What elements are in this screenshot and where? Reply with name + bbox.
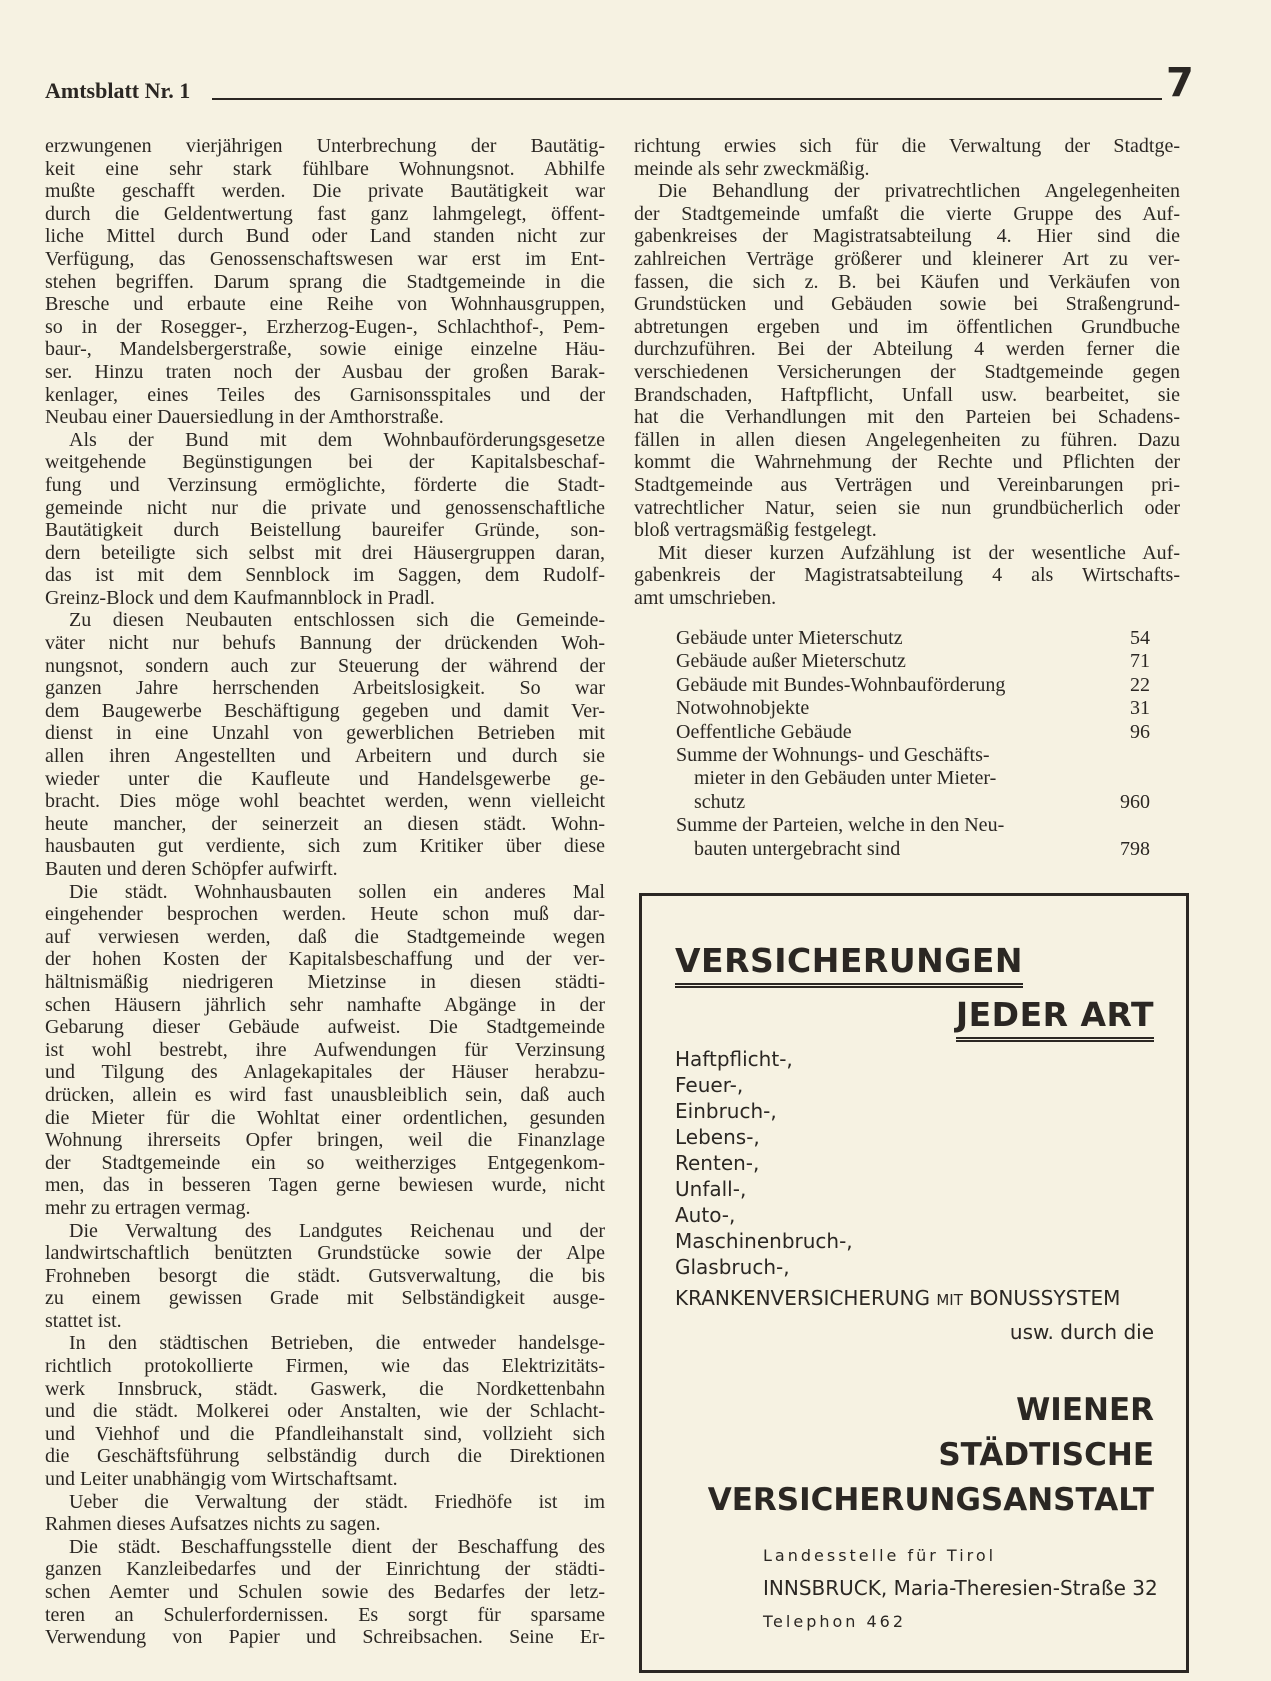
row-label: schutz xyxy=(694,790,746,813)
text-line: liche Mittel durch Bund oder Land standen nicht zur xyxy=(45,225,605,248)
text-line: Wohnung ihrerseits Opfer bringen, weil die Finanzlage xyxy=(45,1129,605,1152)
row-label: mieter in den Gebäuden unter Mieter- xyxy=(694,767,997,790)
text-line: kenlager, eines Teiles des Garnisonsspitales und der xyxy=(45,383,605,406)
company-line: WIENER xyxy=(1016,1392,1154,1428)
text-line: ganzen Kanzleibedarfes und der Einrichtung der städti- xyxy=(45,1558,605,1581)
row-label: Summe der Parteien, welche in den Neu- xyxy=(676,814,1005,837)
text-line: der Stadtgemeinde umfaßt die vierte Gruppe des Auf- xyxy=(634,202,1180,225)
row-value: 22 xyxy=(1130,673,1150,696)
insurance-type: Auto-, xyxy=(675,1203,736,1227)
paragraph xyxy=(634,542,1180,610)
text-line: gemeinde nicht nur die private und genossenschaftliche xyxy=(45,496,605,519)
text-line: Grundstücken und Gebäuden sowie bei Straßengrund- xyxy=(634,293,1180,316)
text-line: men, das in besseren Tagen gerne bewiesen wurde, nicht xyxy=(45,1174,605,1197)
text-line: durch die Geldentwertung fast ganz lahmgelegt, öffent- xyxy=(45,202,605,225)
insurance-type: Maschinenbruch-, xyxy=(675,1229,853,1253)
text-line: Greinz-Block und dem Kaufmannblock in Pradl. xyxy=(45,586,435,609)
page-number: 7 xyxy=(1166,60,1194,106)
text-line: gabenkreis der Magistratsabteilung 4 als Wirtschafts- xyxy=(634,564,1180,587)
row-value: 96 xyxy=(1130,720,1150,743)
text-line: richtung erwies sich für die Verwaltung der Stadtge- xyxy=(634,135,1180,157)
ad-headline: VERSICHERUNGEN xyxy=(675,942,1023,988)
table-row xyxy=(676,721,1150,744)
text-line: werk Innsbruck, städt. Gaswerk, die Nordkettenbahn xyxy=(45,1377,605,1400)
paragraph xyxy=(45,1220,605,1333)
ad-health-part1: KRANKENVERSICHERUNG xyxy=(675,1286,930,1310)
text-line: dem Baugewerbe Beschäftigung gegeben und damit Ver- xyxy=(45,699,605,722)
text-line: Die Behandlung der privatrechtlichen Angelegenheiten xyxy=(658,180,1180,203)
text-line: kommt die Wahrnehmung der Rechte und Pflichten der xyxy=(634,451,1180,474)
paragraph xyxy=(45,609,605,880)
text-line: bracht. Dies möge wohl beachtet werden, wenn vielleicht xyxy=(45,790,605,813)
text-line: durchzuführen. Bei der Abteilung 4 werden ferner die xyxy=(634,338,1180,361)
text-line: ganzen Jahre herrschenden Arbeitslosigkeit. So war xyxy=(45,677,605,700)
text-line: schen Aemter und Schulen sowie des Bedarfes der letz- xyxy=(45,1581,605,1603)
text-line: In den städtischen Betrieben, die entweder handelsge- xyxy=(69,1332,605,1355)
text-line: teren an Schulerfordernissen. Es sorgt für sparsame xyxy=(45,1603,605,1626)
text-line: dern beteiligte sich selbst mit drei Häusergruppen daran, xyxy=(45,541,605,564)
text-line: und Tilgung des Anlagekapitales der Häuser herabzu- xyxy=(45,1061,605,1084)
text-line: ser. Hinzu traten noch der Ausbau der großen Barak- xyxy=(45,360,605,383)
text-line: heute mancher, der seinerzeit an diesen städt. Wohn- xyxy=(45,812,605,835)
table-row xyxy=(676,697,1150,720)
text-line: weitgehende Begünstigungen bei der Kapitalsbeschaf- xyxy=(45,451,605,474)
text-line: richtlich protokollierte Firmen, wie das Elektrizitäts- xyxy=(45,1355,605,1378)
text-line: zu einem gewissen Grade mit Selbständigkeit ausge- xyxy=(45,1287,605,1310)
paragraph xyxy=(45,135,605,429)
text-line: Verwendung von Papier und Schreibsachen. Seine Er- xyxy=(45,1626,605,1649)
table-row xyxy=(676,650,1150,673)
text-line: baur-, Mandelsbergerstraße, sowie einige einzelne Häu- xyxy=(45,338,605,361)
insurance-type: Haftpflicht-, xyxy=(675,1047,793,1071)
text-line: Die Verwaltung des Landgutes Reichenau und der xyxy=(69,1219,605,1242)
text-line: fung und Verzinsung ermöglichte, förderte die Stadt- xyxy=(45,473,605,496)
insurance-type: Unfall-, xyxy=(675,1177,747,1201)
row-label: Notwohnobjekte xyxy=(676,697,810,720)
row-label: Gebäude außer Mieterschutz xyxy=(676,650,906,673)
paragraph xyxy=(634,180,1180,542)
text-line: fällen in allen diesen Angelegenheiten zu führen. Dazu xyxy=(634,428,1180,451)
text-line: Gebarung dieser Gebäude aufweist. Die Stadtgemeinde xyxy=(45,1016,605,1039)
text-line: Frohneben besorgt die städt. Gutsverwaltung, die bis xyxy=(45,1264,605,1287)
text-line: Brandschaden, Haftpflicht, Unfall usw. bearbeitet, sie xyxy=(634,383,1180,406)
row-label: Gebäude unter Mieterschutz xyxy=(676,627,903,649)
ad-subheadline: JEDER ART xyxy=(956,996,1154,1042)
table-row xyxy=(676,814,1150,861)
text-line: die Geschäftsführung selbständig durch die Direktionen xyxy=(45,1445,605,1468)
paragraph xyxy=(45,1536,605,1649)
insurance-type: Renten-, xyxy=(675,1151,760,1175)
journal-title: Amtsblatt Nr. 1 xyxy=(45,78,191,103)
text-line: Bauten und deren Schöpfer aufwirft. xyxy=(45,858,338,880)
text-line: Als der Bund mit dem Wohnbauförderungsgesetze xyxy=(69,428,605,451)
ad-phone: Telephon 462 xyxy=(763,1612,907,1631)
ad-insurance-types xyxy=(675,1046,853,1280)
text-line: nungsnot, sondern auch zur Steuerung der während der xyxy=(45,654,605,677)
text-line: drücken, allein es wird fast unausbleiblich sein, daß auch xyxy=(45,1083,605,1106)
ad-health-part3: BONUSSYSTEM xyxy=(969,1286,1121,1310)
text-line: bloß vertragsmäßig festgelegt. xyxy=(634,519,877,542)
company-line: STÄDTISCHE xyxy=(938,1437,1154,1473)
text-line: und Viehhof und die Pfandleihanstalt sind, vollzieht sich xyxy=(45,1422,605,1445)
row-value: 960 xyxy=(1120,790,1150,813)
text-line: ist wohl bestrebt, ihre Aufwendungen für Verzinsung xyxy=(45,1038,605,1061)
text-line: so in der Rosegger-, Erzherzog-Eugen-, Schlachthof-, Pem- xyxy=(45,315,605,338)
text-line: eingehender besprochen werden. Heute schon muß dar- xyxy=(45,903,605,926)
text-line: Neubau einer Dauersiedlung in der Amthorstraße. xyxy=(45,406,444,429)
table-row xyxy=(676,627,1150,650)
text-line: allen ihren Angestellten und Arbeitern und durch sie xyxy=(45,745,605,768)
text-line: die Mieter für die Wohltat einer ordentlichen, gesunden xyxy=(45,1106,605,1129)
ad-health-part2: MIT xyxy=(936,1291,963,1309)
paragraph xyxy=(45,1491,605,1536)
row-label: bauten untergebracht sind xyxy=(694,837,901,860)
text-line: Rahmen dieses Aufsatzes nichts zu sagen. xyxy=(45,1513,381,1536)
text-line: schen Häusern jährlich sehr namhafte Abgänge in der xyxy=(45,993,605,1016)
right-column xyxy=(634,135,1180,609)
ad-health-insurance xyxy=(675,1286,1120,1312)
ad-via: usw. durch die xyxy=(1009,1320,1154,1344)
row-value: 31 xyxy=(1130,697,1150,720)
text-line: der hohen Kosten der Kapitalsbeschaffung und der ver- xyxy=(45,948,605,971)
insurance-type: Lebens-, xyxy=(675,1125,760,1149)
text-line: stehen begriffen. Darum sprang die Stadtgemeinde in die xyxy=(45,270,605,293)
text-line: verschiedenen Versicherungen der Stadtgemeinde gegen xyxy=(634,360,1180,383)
text-line: Stadtgemeinde aus Verträgen und Vereinbarungen pri- xyxy=(634,473,1180,496)
text-line: Die städt. Wohnhausbauten sollen ein anderes Mal xyxy=(69,880,605,903)
text-line: väter nicht nur behufs Bannung der drückenden Woh- xyxy=(45,632,605,655)
paragraph xyxy=(45,881,605,1220)
text-line: Zu diesen Neubauten entschlossen sich die Gemeinde- xyxy=(69,609,605,632)
row-label: Summe der Wohnungs- und Geschäfts- xyxy=(676,743,990,766)
text-line: hältnismäßig niedrigeren Mietzinse in diesen städti- xyxy=(45,970,605,993)
text-line: abtretungen ergeben und im öffentlichen Grundbuche xyxy=(634,315,1180,338)
text-line: zahlreichen Verträge größerer und kleinerer Art zu ver- xyxy=(634,247,1180,270)
text-line: mehr zu ertragen vermag. xyxy=(45,1196,251,1219)
row-value: 54 xyxy=(1130,626,1150,649)
table-row xyxy=(676,744,1150,814)
text-line: Ueber die Verwaltung der städt. Friedhöfe ist im xyxy=(69,1490,605,1513)
insurance-type: Glasbruch-, xyxy=(675,1255,790,1279)
text-line: auf verwiesen werden, daß die Stadtgemeinde wegen xyxy=(45,925,605,948)
insurance-type: Einbruch-, xyxy=(675,1099,777,1123)
left-column xyxy=(45,135,605,1649)
text-line: Die städt. Beschaffungsstelle dient der Beschaffung des xyxy=(69,1535,605,1558)
text-line: vatrechtlicher Natur, seien sie nun grundbücherlich oder xyxy=(634,496,1180,519)
text-line: fassen, die sich z. B. bei Käufen und Verkäufen von xyxy=(634,270,1180,293)
paragraph xyxy=(45,1332,605,1490)
text-line: hat die Verhandlungen mit den Parteien bei Schadens- xyxy=(634,406,1180,429)
text-line: hausbauten gut verdiente, sich zum Kritiker über diese xyxy=(45,835,605,858)
text-line: gabenkreises der Magistratsabteilung 4. Hier sind die xyxy=(634,225,1180,248)
text-line: der Stadtgemeinde ein so weitherziges Entgegenkom- xyxy=(45,1151,605,1174)
text-line: erzwungenen vierjährigen Unterbrechung der Bautätig- xyxy=(45,135,605,157)
text-line: meinde als sehr zweckmäßig. xyxy=(634,157,870,180)
ad-branch: Landesstelle für Tirol xyxy=(763,1546,997,1565)
table-row xyxy=(676,674,1150,697)
text-line: mußte geschafft werden. Die private Bautätigkeit war xyxy=(45,180,605,203)
paragraph xyxy=(45,429,605,610)
text-line: landwirtschaftlich benützten Grundstücke sowie der Alpe xyxy=(45,1242,605,1265)
row-label: Gebäude mit Bundes-Wohnbauförderung xyxy=(676,673,1006,696)
text-line: und Leiter unabhängig vom Wirtschaftsamt. xyxy=(45,1468,398,1491)
text-line: keit eine sehr stark fühlbare Wohnungsnot. Abhilfe xyxy=(45,157,605,180)
company-line: VERSICHERUNGSANSTALT xyxy=(707,1482,1154,1518)
text-line: Bautätigkeit durch Beistellung baureifer Gründe, son- xyxy=(45,519,605,542)
text-line: dienst in eine Unzahl von gewerblichen Betrieben mit xyxy=(45,722,605,745)
statistics-table xyxy=(676,627,1150,861)
text-line: und die städt. Molkerei oder Anstalten, wie der Schlacht- xyxy=(45,1400,605,1423)
text-line: Mit dieser kurzen Aufzählung ist der wesentliche Auf- xyxy=(658,541,1180,564)
row-label: Oeffentliche Gebäude xyxy=(676,720,852,743)
ad-address: INNSBRUCK, Maria-Theresien-Straße 32 xyxy=(763,1576,1158,1600)
text-line: Bresche und erbaute eine Reihe von Wohnhausgruppen, xyxy=(45,293,605,316)
insurance-type: Feuer-, xyxy=(675,1073,744,1097)
text-line: Verfügung, das Genossenschaftswesen war erst im Ent- xyxy=(45,247,605,270)
ad-company-name xyxy=(708,1388,1154,1523)
text-line: stattet ist. xyxy=(45,1309,122,1332)
text-line: das ist mit dem Sennblock im Saggen, dem Rudolf- xyxy=(45,564,605,587)
row-value: 71 xyxy=(1130,650,1150,673)
paragraph xyxy=(634,135,1180,180)
insurance-advertisement xyxy=(639,893,1189,1673)
row-value: 798 xyxy=(1120,837,1150,860)
header-rule xyxy=(212,98,1162,100)
text-line: amt umschrieben. xyxy=(634,586,777,609)
text-line: wieder unter die Kaufleute und Handelsgewerbe ge- xyxy=(45,767,605,790)
